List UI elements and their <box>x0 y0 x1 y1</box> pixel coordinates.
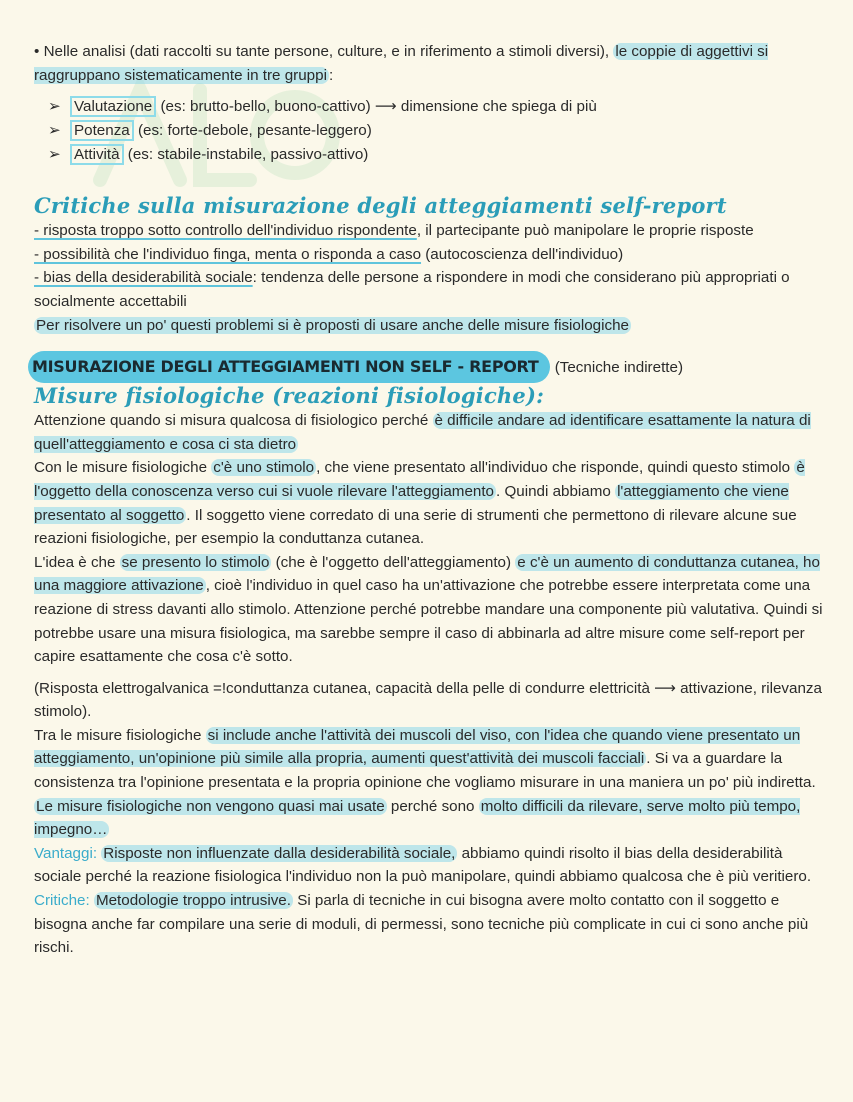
critique-item: - possibilità che l'individuo finga, menta o risponda a caso (autocoscienza dell'individuo) <box>34 245 624 263</box>
group-name: Potenza <box>70 120 134 141</box>
highlight: le coppie di aggettivi si raggruppano sistematicamente in tre gruppi <box>34 43 769 84</box>
body-paragraph: Tra le misure fisiologiche si include anche l'attività dei muscoli del viso, con l'idea che quando viene presentato un atteggiamento, un'opinione più simile alla propria, aumenti quest'attività dei muscoli facciali . Si va a guardare la consistenza tra l'opinione presentata e la propria opinione che vogliamo misurare in una maniera un po' più indiretta. <box>34 726 816 792</box>
body-paragraph: Attenzione quando si misura qualcosa di fisiologico perché è difficile andare ad identificare esattamente la natura di quell'atteggiamento e cosa ci sta dietro <box>34 412 811 453</box>
group-name: Valutazione <box>70 96 156 117</box>
critiques-paragraph: Critiche: Metodologie troppo intrusive. Si parla di tecniche in cui bisogna avere molto contatto con il soggetto e bisogna anche far compilare una serie di moduli, di permessi, sono tecniche più complicate in cui ci sono anche più rischi. <box>34 892 809 957</box>
body-paragraph: Le misure fisiologiche non vengono quasi mai usate perché sono molto difficili da rilevare, serve molto più tempo, impegno… <box>34 797 801 839</box>
body-paragraph: (Risposta elettrogalvanica =!conduttanza cutanea, capacità della pelle di condurre elettricità ⟶ attivazione, rilevanza stimolo). <box>34 679 822 721</box>
list-item: ➢ Attività (es: stabile-instabile, passivo-attivo) <box>48 143 824 167</box>
banner-title: MISURAZIONE DEGLI ATTEGGIAMENTI NON SELF - REPORT <box>28 351 550 383</box>
critique-conclusion: Per risolvere un po' questi problemi si è proposti di usare anche delle misure fisiologiche <box>36 316 629 334</box>
document-page <box>34 40 824 960</box>
arrow-bullet-icon: ➢ <box>48 98 61 116</box>
section-banner <box>34 351 824 383</box>
body-paragraph: Con le misure fisiologiche c'è uno stimolo , che viene presentato all'individuo che risponde, quindi questo stimolo è l'oggetto della conoscenza verso cui si vuole rilevare l'atteggiamento . Quindi abbiamo l'atteggiamento che viene presentato al soggetto . Il soggetto viene corredato di una serie di strumenti che permettono di rilevare alcune sue reazioni fisiologiche, per esempio la conduttanza cutanea. <box>34 459 805 548</box>
advantages-paragraph: Vantaggi: Risposte non influenzate dalla desiderabilità sociale, abbiamo quindi risolto il bias della desiderabilità sociale perché la reazione fisiologica l'individuo non la può manipolare, quindi abbiamo qualcosa che è più veritiero. <box>34 844 812 886</box>
section-heading-fisiologiche: Misure fisiologiche (reazioni fisiologiche): <box>34 383 545 409</box>
list-item: ➢ Potenza (es: forte-debole, pesante-leggero) <box>48 119 824 143</box>
bullet-dot: • <box>34 43 40 60</box>
body-paragraph: L'idea è che se presento lo stimolo (che è l'oggetto dell'atteggiamento) e c'è un aumento di conduttanza cutanea, ho una maggiore attivazione , cioè l'individuo in quel caso ha un'attivazione che potrebbe essere interpretata come una reazione di stress davanti allo stimolo. Attenzione perché potrebbe mandare una componente più valutativa. Quindi si potrebbe usare una misura fisiologica, ma sarebbe sempre il caso di abbinarla ad altre misure come self-report per capire esattamente che cosa c'è sotto. <box>34 553 823 666</box>
group-list <box>48 95 824 167</box>
intro-paragraph: • Nelle analisi (dati raccolti su tante persone, culture, e in riferimento a stimoli diversi), le coppie di aggettivi si raggruppano sistematicamente in tre gruppi : <box>34 43 769 84</box>
section-heading-critiche: Critiche sulla misurazione degli atteggiamenti self-report <box>34 193 727 219</box>
critique-item: - bias della desiderabilità sociale: tendenza delle persone a rispondere in modi che considerano più appropriati o socialmente accettabili <box>34 269 790 310</box>
critiques-label: Critiche: <box>34 892 90 910</box>
critique-item: - risposta troppo sotto controllo dell'individuo rispondente, il partecipante può manipolare le proprie risposte <box>34 222 754 240</box>
list-item: ➢ Valutazione (es: brutto-bello, buono-cattivo) ⟶ dimensione che spiega di più <box>48 95 824 119</box>
group-name: Attività <box>70 144 124 165</box>
arrow-bullet-icon: ➢ <box>48 146 61 164</box>
banner-subtitle: (Tecniche indirette) <box>554 359 684 377</box>
advantages-label: Vantaggi: <box>34 844 98 862</box>
arrow-bullet-icon: ➢ <box>48 122 61 140</box>
